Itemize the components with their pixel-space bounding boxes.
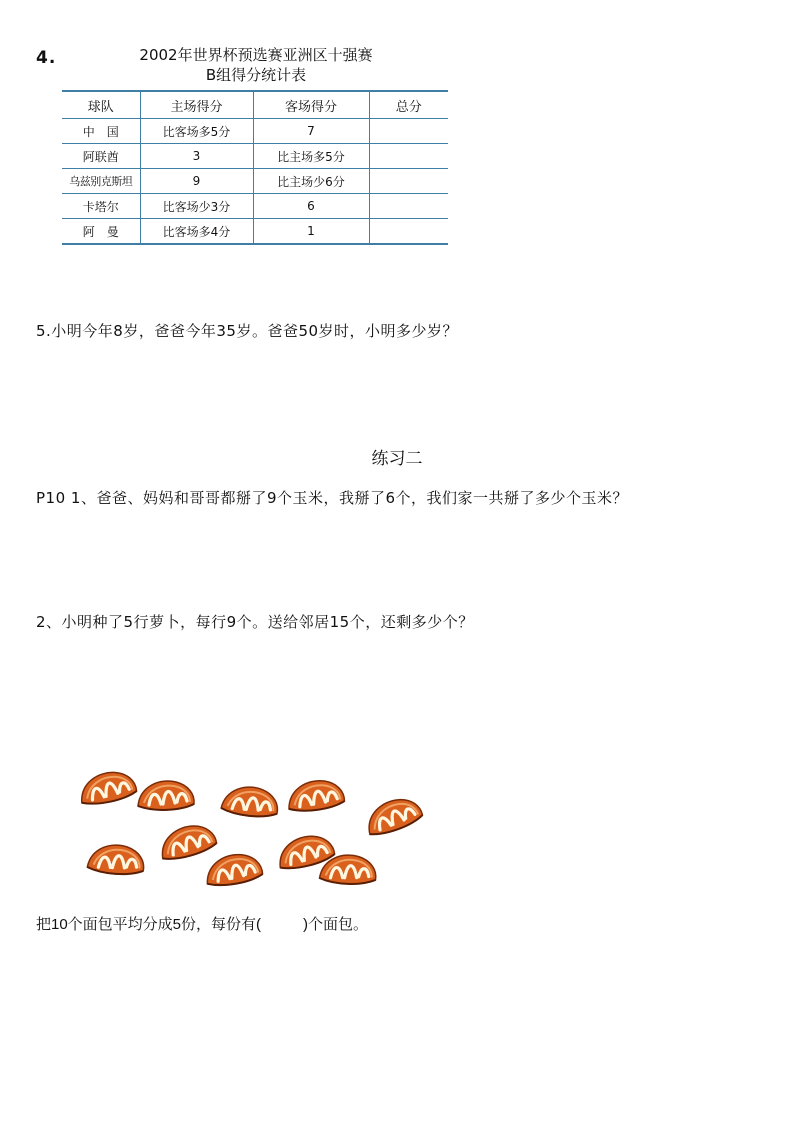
total-score-cell	[369, 144, 448, 169]
bread-icon	[221, 783, 281, 819]
home-score-cell: 比客场少3分	[140, 194, 253, 219]
away-score-cell: 1	[253, 219, 369, 245]
score-table	[62, 90, 448, 245]
team-cell: 中 国	[62, 119, 140, 144]
bread-icon	[362, 793, 424, 838]
fill-blank-question	[36, 913, 368, 934]
table-row	[62, 169, 448, 194]
section-title: 练习二	[371, 449, 423, 469]
home-score-cell: 比客场多5分	[140, 119, 253, 144]
team-cell: 乌兹别克斯坦	[62, 169, 140, 194]
total-score-cell	[369, 219, 448, 245]
table-row	[62, 119, 448, 144]
away-score-cell: 比主场多5分	[253, 144, 369, 169]
home-score-cell: 比客场多4分	[140, 219, 253, 245]
table-header-row	[62, 91, 448, 119]
total-score-cell	[369, 169, 448, 194]
total-score-cell	[369, 194, 448, 219]
home-score-cell: 9	[140, 169, 253, 194]
away-score-cell: 6	[253, 194, 369, 219]
bread-icon	[138, 781, 194, 810]
team-cell: 卡塔尔	[62, 194, 140, 219]
bread-icon	[204, 851, 264, 887]
table-row	[62, 144, 448, 169]
fill-blank-after: )个面包。	[303, 916, 369, 933]
bread-icon	[77, 768, 137, 806]
team-cell: 阿联酋	[62, 144, 140, 169]
practice-question-1: P10 1、爸爸、妈妈和哥哥都掰了9个玉米，我掰了6个，我们家一共掰了多少个玉米？	[36, 489, 629, 507]
bread-icon	[286, 778, 345, 813]
header-home-score: 主场得分	[140, 91, 253, 119]
table-row	[62, 219, 448, 245]
header-total-score: 总分	[369, 91, 448, 119]
total-score-cell	[369, 119, 448, 144]
bread-icon	[157, 821, 218, 863]
header-away-score: 客场得分	[253, 91, 369, 119]
practice-question-2: 2、小明种了5行萝卜，每行9个。送给邻居15个，还剩多少个？	[36, 613, 474, 631]
bread-illustration	[72, 762, 442, 897]
table-title-line2: B组得分统计表	[205, 66, 307, 84]
question-4-number: 4.	[36, 48, 57, 68]
header-team: 球队	[62, 91, 140, 119]
team-cell: 阿 曼	[62, 219, 140, 245]
question-5: 5.小明今年8岁，爸爸今年35岁。爸爸50岁时，小明多少岁？	[36, 322, 459, 340]
away-score-cell: 7	[253, 119, 369, 144]
away-score-cell: 比主场少6分	[253, 169, 369, 194]
fill-blank-before: 把10个面包平均分成5份，每份有(	[36, 916, 262, 933]
table-row	[62, 194, 448, 219]
bread-icon	[87, 842, 146, 877]
table-title-line1: 2002年世界杯预选赛亚洲区十强赛	[139, 46, 373, 64]
home-score-cell: 3	[140, 144, 253, 169]
